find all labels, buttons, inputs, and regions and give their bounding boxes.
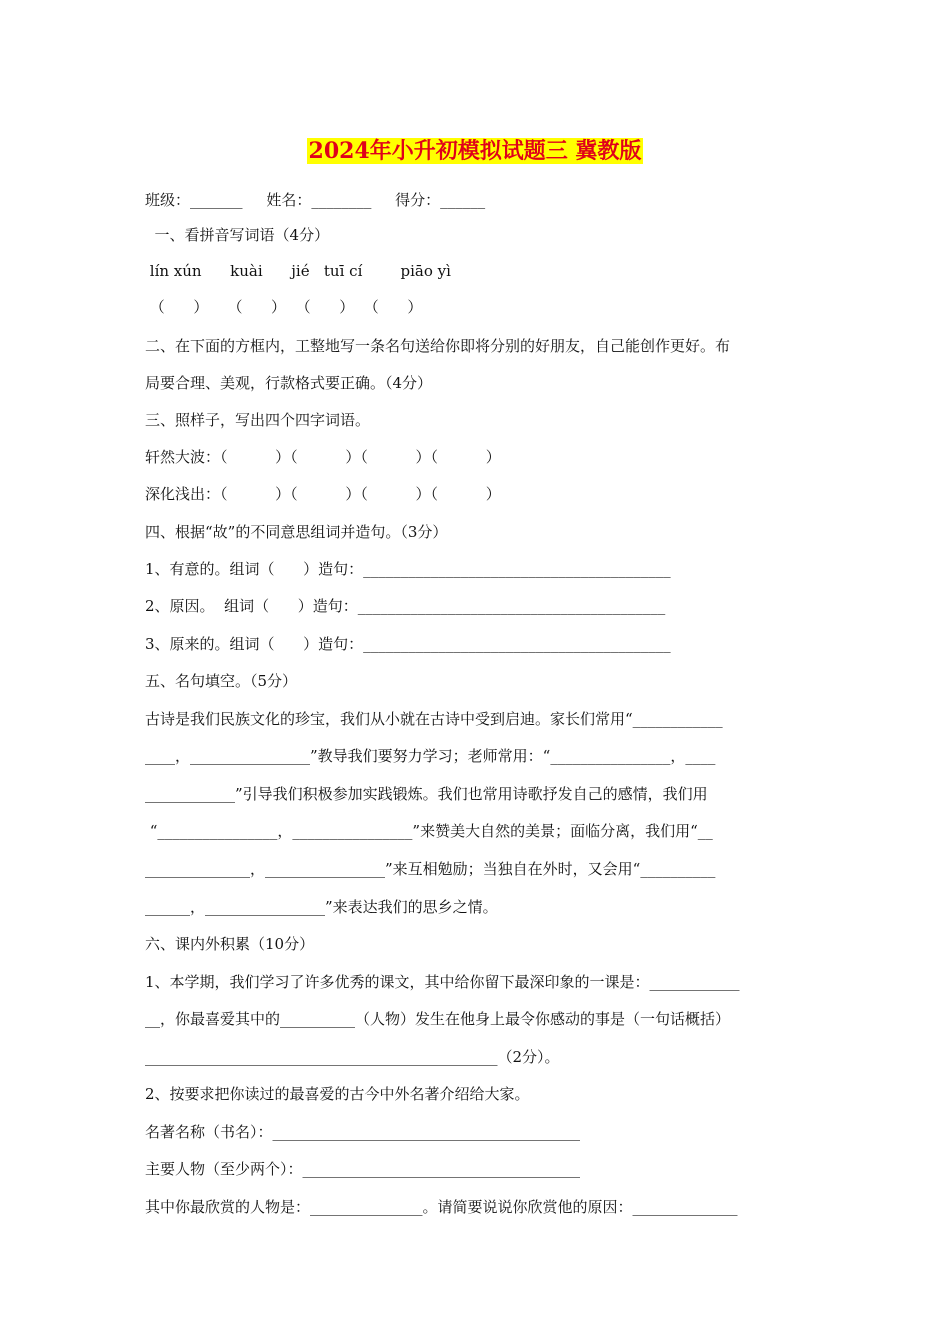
line-section-1-heading: 一、看拼音写词语（4分） — [145, 226, 330, 244]
line-section-6-q1-b: __，你最喜爱其中的__________（人物）发生在他身上最令你感动的事是（一句话概括） — [145, 1010, 731, 1028]
line-brackets: （ ） （ ） （ ） （ ） — [145, 298, 423, 316]
line-section-5-p3: ____________”引导我们积极参加实践锻炼。我们也常用诗歌抒发自己的感情，我们用 — [145, 785, 708, 803]
line-student-info: 班级：_______ 姓名：________ 得分：______ — [145, 191, 486, 209]
line-section-3-heading: 三、照样子，写出四个四字词语。 — [145, 411, 371, 429]
line-section-5-p1: 古诗是我们民族文化的珍宝，我们从小就在古诗中受到启迪。家长们常用“____________ — [145, 710, 723, 728]
line-section-2-b: 局要合理、美观，行款格式要正确。（4分） — [145, 374, 433, 392]
line-section-3-row-2: 深化浅出：（ ）（ ）（ ）（ ） — [145, 485, 501, 503]
line-main-characters: 主要人物（至少两个）：_____________________________________ — [145, 1160, 581, 1178]
line-section-6-q1-a: 1、本学期，我们学习了许多优秀的课文，其中给你留下最深印象的一课是：____________ — [145, 973, 740, 991]
line-section-2-a: 二、在下面的方框内，工整地写一条名句送给你即将分别的好朋友，自己能创作更好。布 — [145, 337, 731, 355]
line-section-6-q1-c: _______________________________________________（2分）。 — [145, 1048, 560, 1066]
line-section-4-item-3: 3、原来的。组词（ ）造句：_________________________________________ — [145, 635, 671, 653]
page-title — [0, 134, 950, 165]
line-section-4-item-1: 1、有意的。组词（ ）造句：_________________________________________ — [145, 560, 671, 578]
line-section-4-heading: 四、根据“故”的不同意思组词并造句。（3分） — [145, 523, 448, 541]
line-section-5-p2: ____，________________”教导我们要努力学习；老师常用：“________________，____ — [145, 747, 716, 765]
line-section-5-p5: ______________，________________”来互相勉励；当独自在外时，又会用“__________ — [145, 860, 716, 878]
line-section-3-row-1: 轩然大波：（ ）（ ）（ ）（ ） — [145, 448, 501, 466]
line-book-name: 名著名称（书名）：_________________________________________ — [145, 1123, 581, 1141]
line-section-5-p6: ______，________________”来表达我们的思乡之情。 — [145, 898, 498, 916]
page-title-text: 2024年小升初模拟试题三 冀教版 — [308, 138, 642, 164]
line-favorite-character: 其中你最欣赏的人物是：_______________。请简要说说你欣赏他的原因：______________ — [145, 1198, 738, 1216]
line-section-5-p4: “________________，________________”来赞美大自然的美景；面临分离，我们用“__ — [145, 822, 713, 840]
line-section-6-q2: 2、按要求把你读过的最喜爱的古今中外名著介绍给大家。 — [145, 1085, 530, 1103]
line-section-4-item-2: 2、原因。 组词（ ）造句：_________________________________________ — [145, 597, 666, 615]
line-section-6-heading: 六、课内外积累（10分） — [145, 935, 315, 953]
line-section-5-heading: 五、名句填空。（5分） — [145, 672, 298, 690]
line-pinyin: lín xún kuài jié tuī cí piāo yì — [145, 262, 451, 280]
